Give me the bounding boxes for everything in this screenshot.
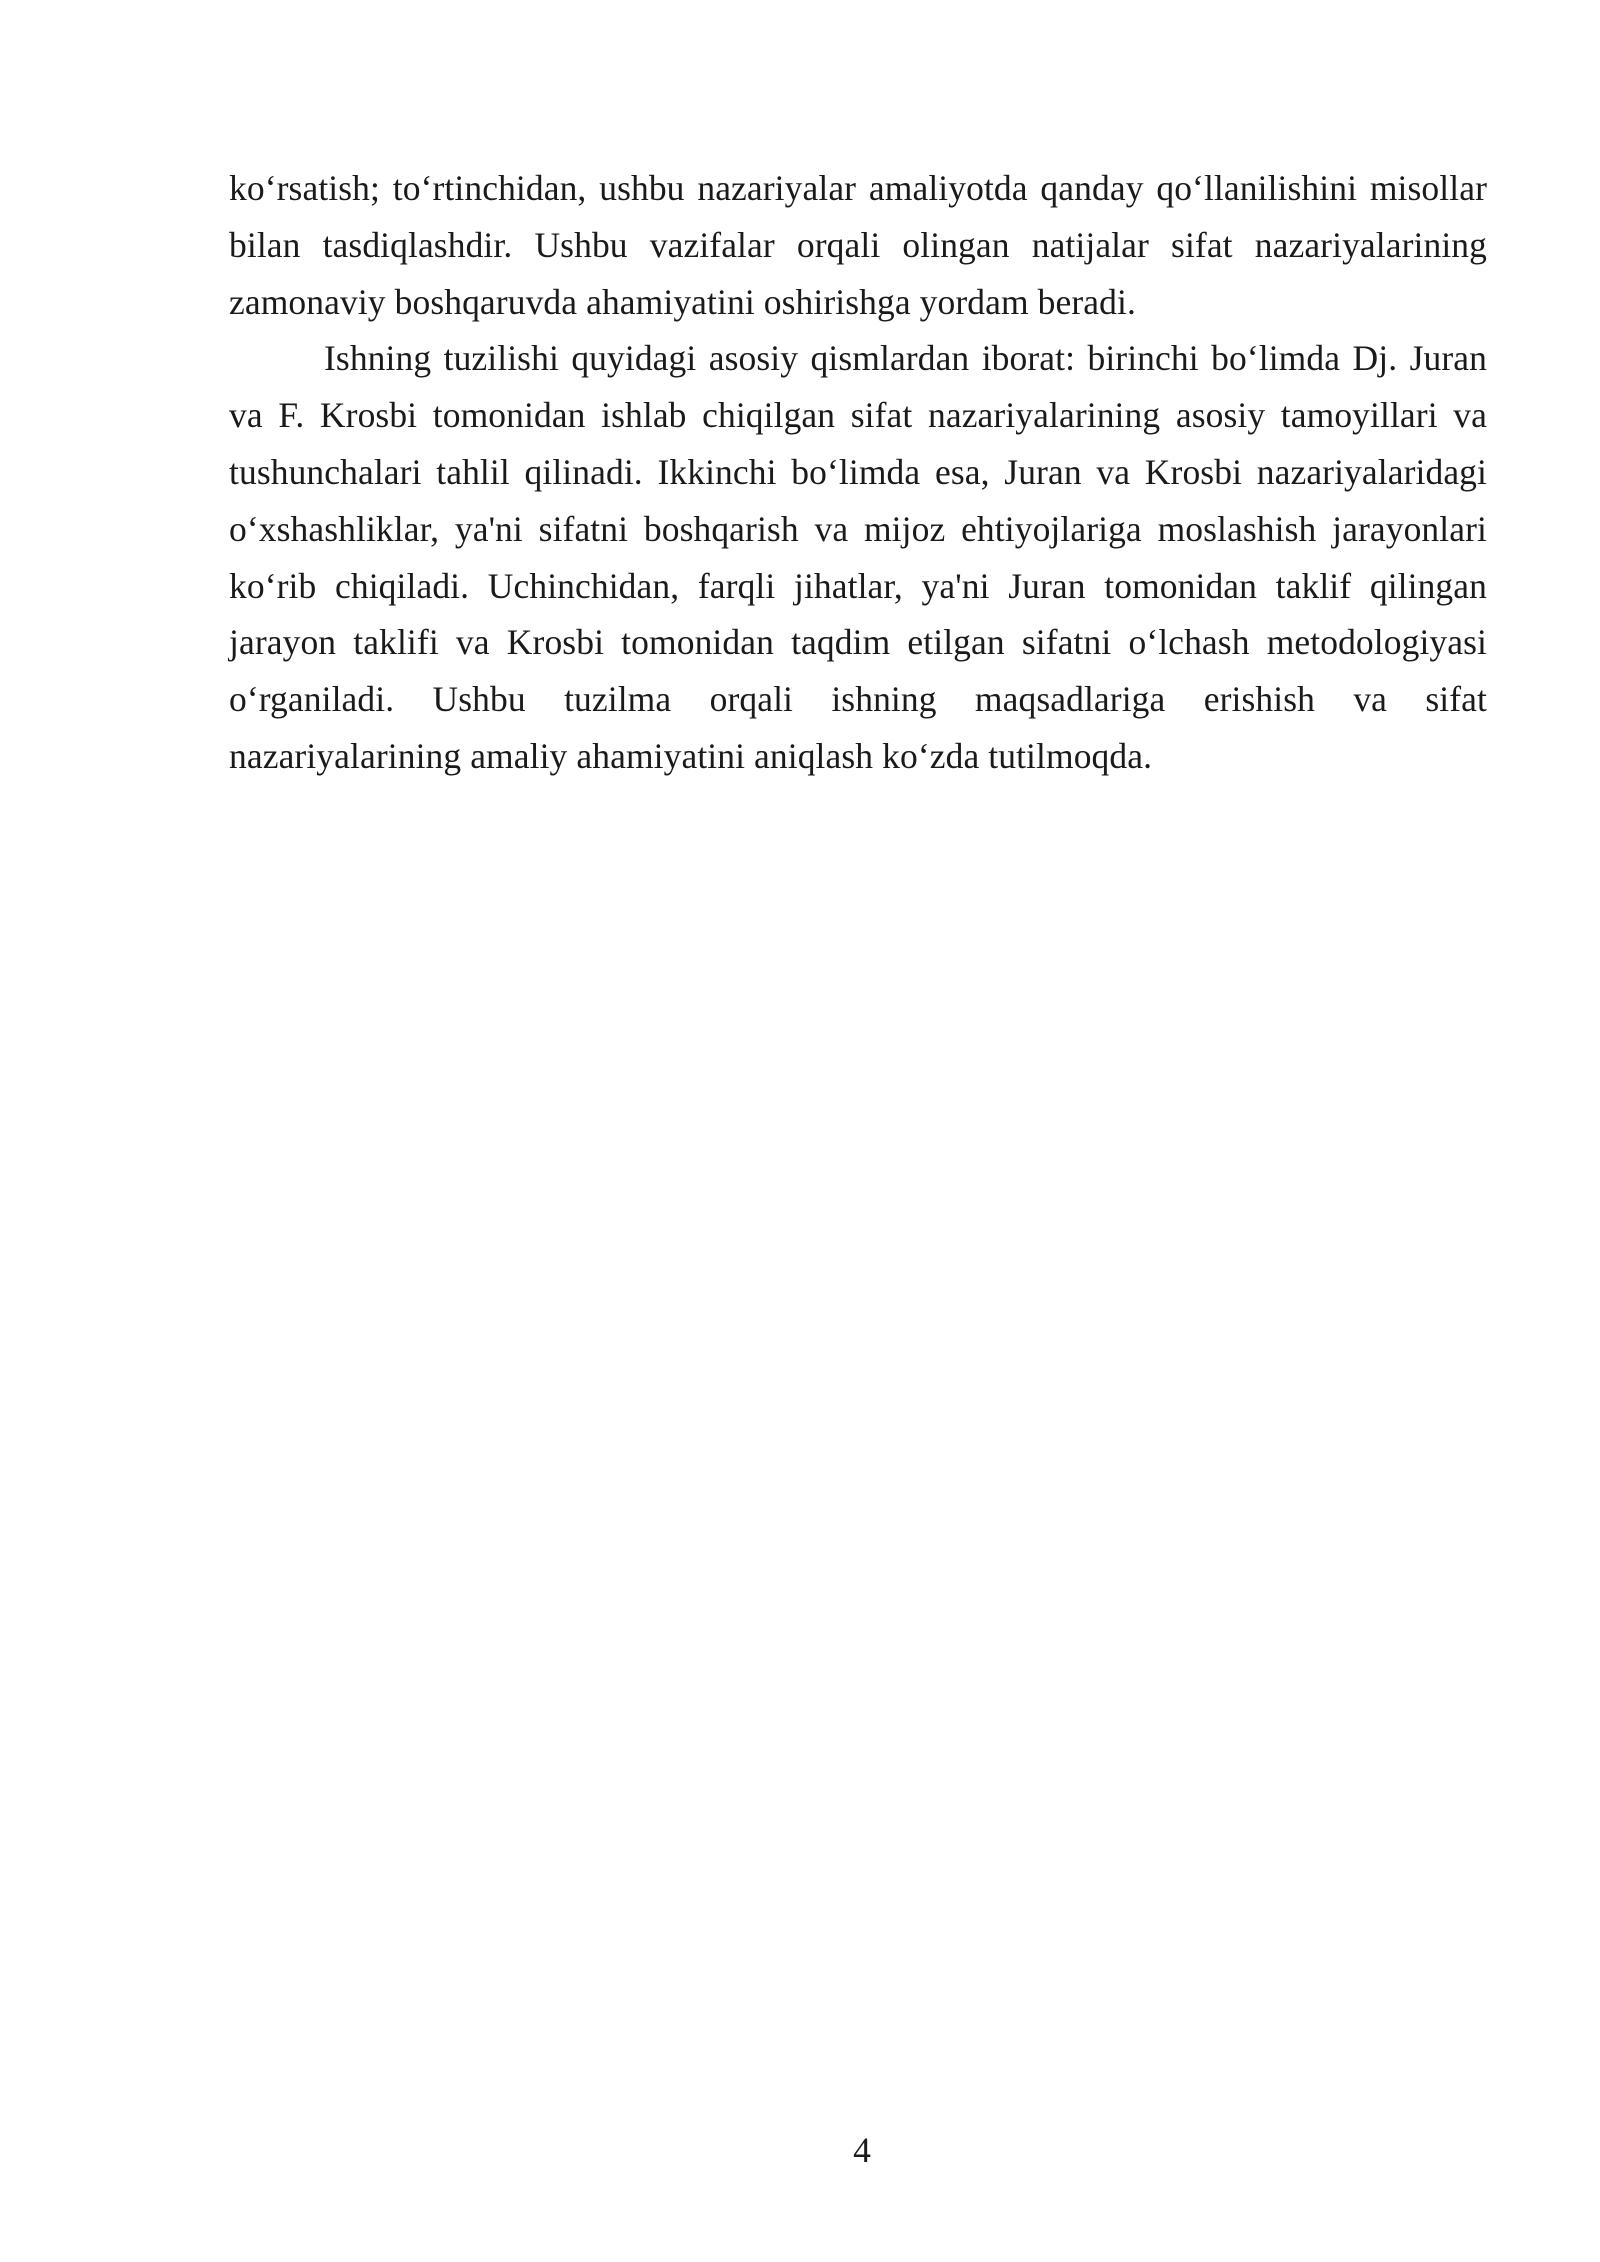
paragraph-structure: Ishning tuzilishi quyidagi asosiy qismlardan iborat: birinchi bo‘limda Dj. Juran va F. Krosbi tomonidan ishlab chiqilgan sifat nazariyalarining asosiy tamoyillari va tushunchalari tahlil qilinadi. Ikkinchi bo‘limda esa, Juran va Krosbi nazariyalaridagi o‘xshashliklar, ya'ni sifatni boshqarish va mijoz ehtiyojlariga moslashish jarayonlari ko‘rib chiqiladi. Uchinchidan, farqli jihatlar, ya'ni Juran tomonidan taklif qilingan jarayon taklifi va Krosbi tomonidan taqdim etilgan sifatni o‘lchash metodologiyasi o‘rganiladi. Ushbu tuzilma orqali ishning maqsadlariga erishish va sifat nazariyalarining amaliy ahamiyatini aniqlash ko‘zda tutilmoqda. — [229, 338, 1487, 776]
body-text — [229, 160, 1487, 785]
paragraph-continuation: ko‘rsatish; to‘rtinchidan, ushbu nazariyalar amaliyotda qanday qo‘llanilishini misollar bilan tasdiqlashdir. Ushbu vazifalar orqali olingan natijalar sifat nazariyalarining zamonaviy boshqaruvda ahamiyatini oshirishga yordam beradi. — [229, 168, 1487, 322]
page-number: 4 — [853, 2130, 871, 2170]
